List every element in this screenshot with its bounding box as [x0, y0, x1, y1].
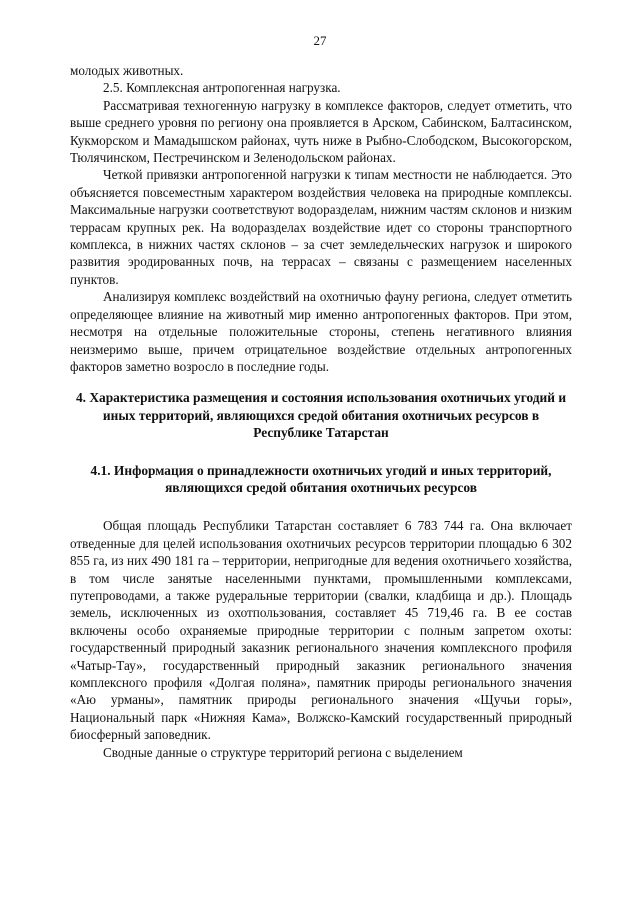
page-content	[70, 62, 572, 761]
paragraph-summary-data: Сводные данные о структуре территорий региона с выделением	[103, 744, 463, 760]
paragraph-impact-analysis: Анализируя комплекс воздействий на охотничью фауну региона, следует отметить определяющее влияние на животный мир именно антропогенных факторов. При этом, несмотря на отдельные положительные стороны, степень негативного влияния неизмеримо выше, причем отрицательное воздействие отдельных антропогенных факторов заметно возросло в последние годы.	[70, 289, 572, 374]
continuation-line: молодых животных.	[70, 63, 184, 78]
paragraph-total-area: Общая площадь Республики Татарстан составляет 6 783 744 га. Она включает отведенные для целей использования охотничьих ресурсов территории площадью 6 302 855 га, из них 490 181 га – территории, непригодные для ведения охотничьего хозяйства, в том числе занятые населенными пунктами, промышленными комплексами, путепроводами, а также рудеральные территории (свалки, кладбища и др.). Площадь земель, исключенных из охотпользования, составляет 45 719,46 га. В ее состав включены особо охраняемые природные территории с полным запретом охоты: государственный природный заказник регионального значения комплексного профиля «Чатыр-Тау», государственный природный заказник регионального значения комплексного профиля «Долгая поляна», памятник природы регионального значения «Аю урманы», памятник природы регионального значения «Щучьи горы», Национальный парк «Нижняя Кама», Волжско-Камский государственный природный биосферный заповедник.	[70, 518, 572, 743]
page-number: 27	[313, 33, 327, 48]
section-4-heading: 4. Характеристика размещения и состояния использования охотничьих угодий и иных территорий, являющихся средой обитания охотничьих ресурсов в Республике Татарстан	[75, 390, 567, 440]
subsection-2-5-title: 2.5. Комплексная антропогенная нагрузка.	[103, 80, 341, 96]
section-4-1-heading: 4.1. Информация о принадлежности охотничьих угодий и иных территорий, являющихся средой обитания охотничьих ресурсов	[90, 462, 552, 496]
paragraph-terrain-binding: Четкой привязки антропогенной нагрузки к типам местности не наблюдается. Это объясняется повсеместным характером воздействия человека на природные комплексы. Максимальные нагрузки соответствуют водоразделам, нижним частям склонов и низким террасам крупных рек. На водоразделах воздействие идет со стороны транспортного комплекса, в нижних частях склонов – за счет земледельческих нагрузок и широкого развития эродированных почв, на террасах – связаны с размещением населенных пунктов.	[70, 167, 572, 287]
paragraph-techno-load: Рассматривая техногенную нагрузку в комплексе факторов, следует отметить, что выше среднего уровня по региону она проявляется в Арском, Сабинском, Балтасинском, Кукморском и Мамадышском районах, чуть ниже в Рыбно-Слободском, Высокогорском, Тюлячинском, Пестречинском и Зеленодольском районах.	[70, 97, 572, 166]
